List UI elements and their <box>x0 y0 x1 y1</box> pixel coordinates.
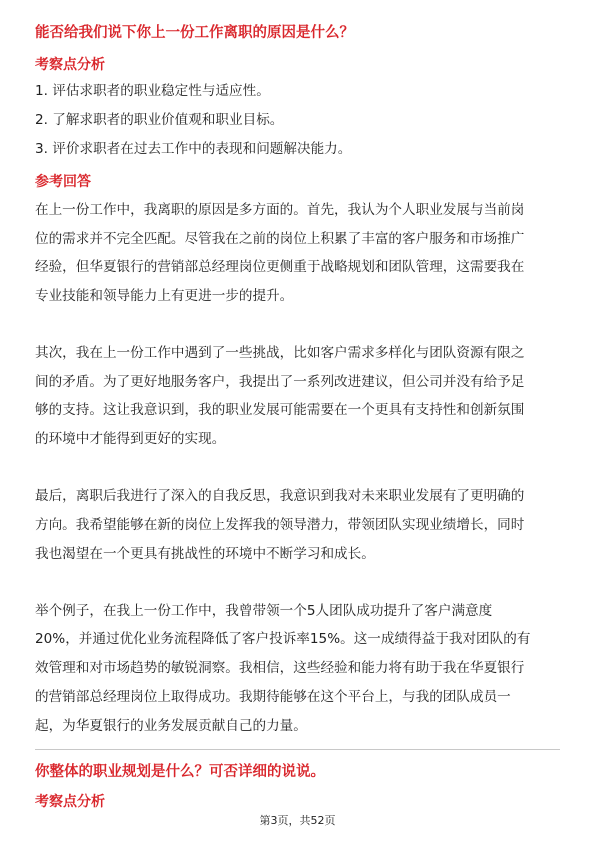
answer-line: 其次，我在上一份工作中遇到了一些挑战，比如客户需求多样化与团队资源有限之 <box>35 345 525 361</box>
analysis-point: 1. 评估求职者的职业稳定性与适应性。 <box>35 83 270 99</box>
answer-line: 方向。我希望能够在新的岗位上发挥我的领导潜力，带领团队实现业绩增长，同时 <box>35 517 525 533</box>
answer-line: 举个例子，在我上一份工作中，我曾带领一个5人团队成功提升了客户满意度 <box>35 603 493 619</box>
analysis-point: 3. 评价求职者在过去工作中的表现和问题解决能力。 <box>35 141 352 157</box>
answer-line: 最后，离职后我进行了深入的自我反思，我意识到我对未来职业发展有了更明确的 <box>35 488 525 504</box>
analysis-heading: 考察点分析 <box>35 57 105 73</box>
section-divider <box>35 749 560 750</box>
answer-line: 经验，但华夏银行的营销部总经理岗位更侧重于战略规划和团队管理，这需要我在 <box>35 259 525 275</box>
answer-line: 我也渴望在一个更具有挑战性的环境中不断学习和成长。 <box>35 546 375 562</box>
answer-line: 20%，并通过优化业务流程降低了客户投诉率15%。这一成绩得益于我对团队的有 <box>35 631 531 647</box>
answer-line: 的环境中才能得到更好的实现。 <box>35 431 226 447</box>
analysis-heading: 考察点分析 <box>35 794 105 810</box>
answer-line: 够的支持。这让我意识到，我的职业发展可能需要在一个更具有支持性和创新氛围 <box>35 402 525 418</box>
analysis-point: 2. 了解求职者的职业价值观和职业目标。 <box>35 112 284 128</box>
answer-line: 起，为华夏银行的业务发展贡献自己的力量。 <box>35 718 307 734</box>
question-title: 能否给我们说下你上一份工作离职的原因是什么？ <box>35 25 354 41</box>
answer-line: 位的需求并不完全匹配。尽管我在之前的岗位上积累了丰富的客户服务和市场推广 <box>35 231 525 247</box>
question-title: 你整体的职业规划是什么？可否详细的说说。 <box>35 764 325 780</box>
answer-line: 间的矛盾。为了更好地服务客户，我提出了一系列改进建议，但公司并没有给予足 <box>35 374 525 390</box>
answer-heading: 参考回答 <box>35 174 91 190</box>
answer-line: 效管理和对市场趋势的敏锐洞察。我相信，这些经验和能力将有助于我在华夏银行 <box>35 660 525 676</box>
answer-line: 的营销部总经理岗位上取得成功。我期待能够在这个平台上，与我的团队成员一 <box>35 689 511 705</box>
page-number: 第3页，共52页 <box>259 814 336 827</box>
answer-line: 专业技能和领导能力上有更进一步的提升。 <box>35 288 294 304</box>
answer-line: 在上一份工作中，我离职的原因是多方面的。首先，我认为个人职业发展与当前岗 <box>35 202 525 218</box>
